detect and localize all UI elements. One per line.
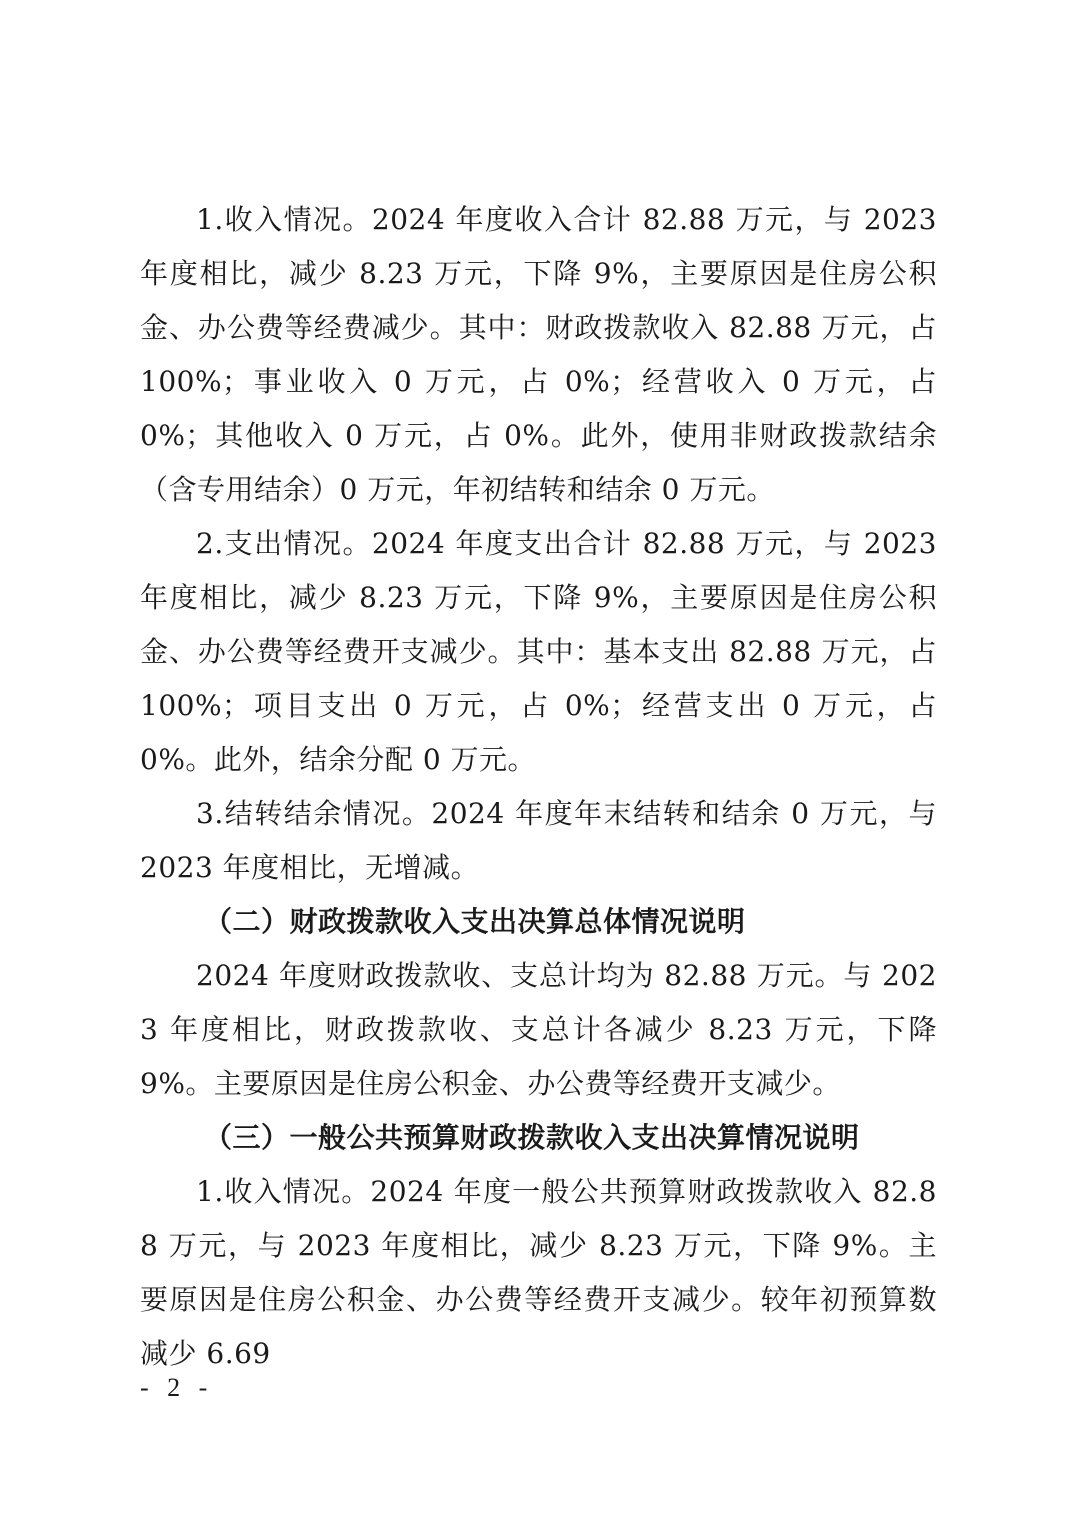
document-body [140, 193, 937, 1381]
paragraph-expenditure: 2.支出情况。2024 年度支出合计 82.88 万元，与 2023 年度相比，减少 8.23 万元，下降 9%，主要原因是住房公积金、办公费等经费开支减少。其中：基本支出 82.88 万元，占 100%；项目支出 0 万元，占 0%；经营支出 0 万元，占 0%。此外，结余分配 0 万元。 [140, 527, 937, 776]
page-number: - 2 - [140, 1373, 214, 1402]
section-heading-fiscal-overview: （二）财政拨款收入支出决算总体情况说明 [204, 905, 746, 938]
paragraph-income: 1.收入情况。2024 年度收入合计 82.88 万元，与 2023 年度相比，减少 8.23 万元，下降 9%，主要原因是住房公积金、办公费等经费减少。其中：财政拨款收入 82.88 万元，占 100%；事业收入 0 万元，占 0%；经营收入 0 万元，占 0%；其他收入 0 万元，占 0%。此外，使用非财政拨款结余（含专用结余）0 万元，年初结转和结余 0 万元。 [140, 203, 937, 506]
paragraph-fiscal-overview: 2024 年度财政拨款收、支总计均为 82.88 万元。与 2023 年度相比，财政拨款收、支总计各减少 8.23 万元，下降 9%。主要原因是住房公积金、办公费等经费开支减少。 [140, 959, 937, 1100]
paragraph-general-budget-income: 1.收入情况。2024 年度一般公共预算财政拨款收入 82.88 万元，与 2023 年度相比，减少 8.23 万元，下降 9%。主要原因是住房公积金、办公费等经费开支减少。较年初预算数减少 6.69 [140, 1175, 937, 1370]
section-heading-general-budget: （三）一般公共预算财政拨款收入支出决算情况说明 [204, 1121, 860, 1154]
paragraph-carryover: 3.结转结余情况。2024 年度年末结转和结余 0 万元，与 2023 年度相比，无增减。 [140, 797, 937, 884]
